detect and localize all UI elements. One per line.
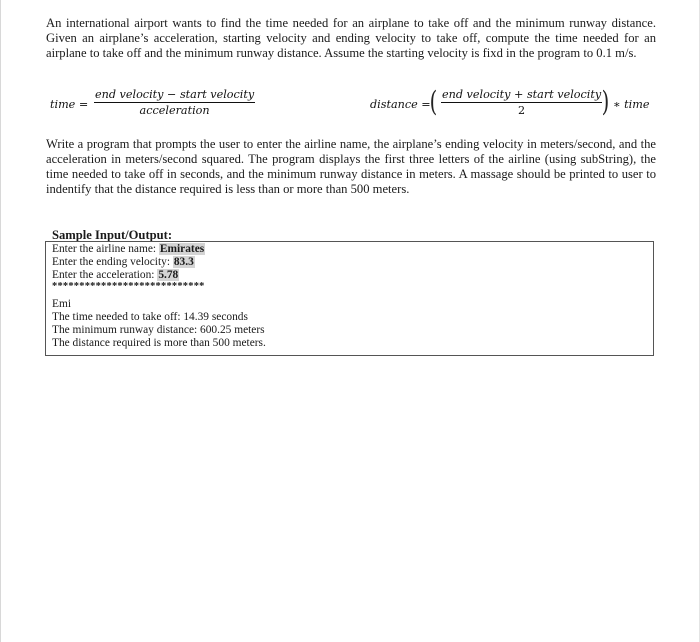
output-line: The minimum runway distance: 600.25 meters: [52, 323, 265, 336]
time-formula-denominator: acceleration: [139, 104, 210, 117]
distance-formula-rhs: ∗ time: [613, 98, 650, 111]
output-line: Emi: [52, 298, 71, 311]
distance-formula-left-paren: (: [429, 85, 438, 118]
sample-io-box: [45, 241, 654, 356]
separator-line: ****************************: [52, 281, 205, 293]
distance-formula-lhs: distance =: [370, 98, 431, 111]
intro-paragraph: An international airport wants to find the time needed for an airplane to take off and the minimum runway distance. Given an airplane’s acceleration, starting velocity and ending velocity to take off, compute the time needed for an airplane to take off and the minimum runway distance. Assume the starting velocity is fixd in the program to 0.1 m/s.: [46, 16, 656, 60]
input-value: 5.78: [158, 268, 179, 281]
time-formula: [50, 88, 280, 124]
distance-formula-numerator: end velocity + start velocity: [442, 88, 602, 101]
input-value: Emirates: [159, 243, 205, 255]
time-formula-numerator: end velocity − start velocity: [95, 88, 255, 101]
distance-formula: [370, 85, 660, 124]
input-line-acceleration: [52, 269, 653, 282]
task-paragraph: Write a program that prompts the user to enter the airline name, the airplane’s ending velocity in meters/second, and the acceleration in meters/second squared. The program displays the first three letters of the airline (using subString), the time needed to take off in seconds, and the minimum runway distance in meters. A massage should be printed to user to indentify that the distance required is less than or more than 500 meters.: [46, 137, 656, 196]
distance-formula-right-paren: ): [601, 85, 610, 118]
input-label: Enter the ending velocity:: [52, 255, 173, 268]
output-line: The time needed to take off: 14.39 seconds: [52, 310, 248, 323]
distance-formula-denominator: 2: [518, 104, 526, 117]
time-formula-fraction: [94, 88, 255, 117]
output-line: The distance required is more than 500 meters.: [52, 336, 266, 349]
input-value: 83.3: [173, 255, 194, 268]
distance-formula-fraction: [441, 88, 602, 117]
page-left-edge: [0, 0, 1, 642]
input-line-velocity: [52, 256, 653, 269]
sample-title: Sample Input/Output:: [52, 228, 173, 242]
input-label: Enter the acceleration:: [52, 268, 158, 281]
input-line-airline: [52, 243, 653, 256]
input-label: Enter the airline name:: [52, 243, 159, 255]
time-formula-lhs: time =: [50, 98, 89, 111]
